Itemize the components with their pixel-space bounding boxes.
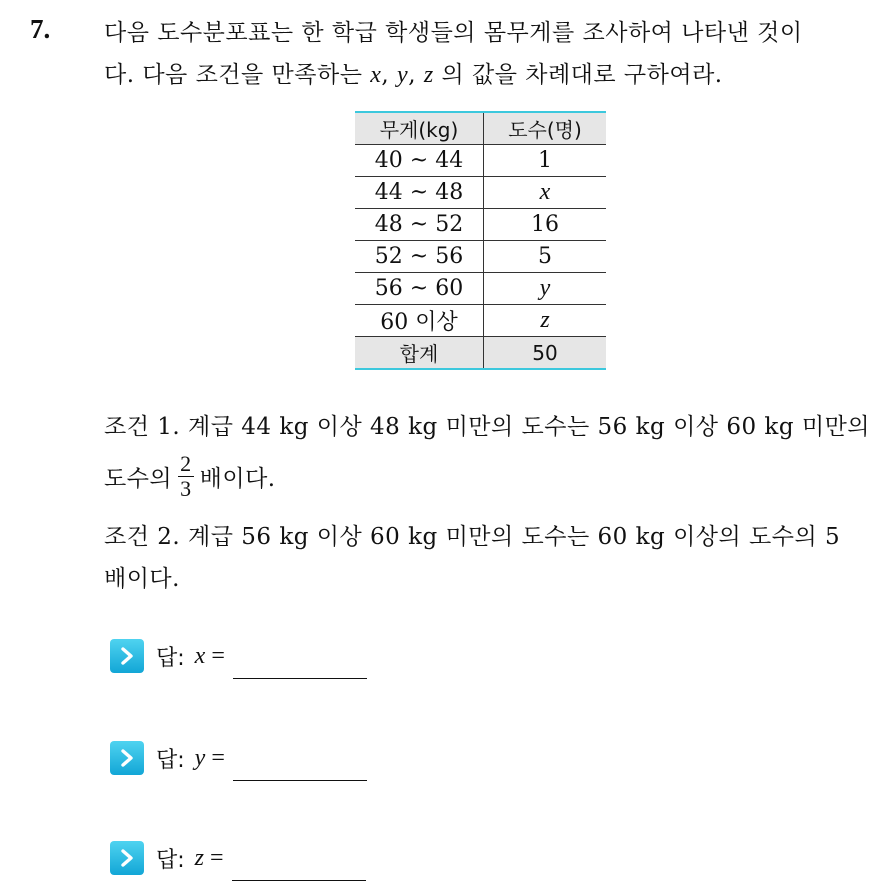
answer-row-y: [110, 740, 367, 776]
table-cell-frequency: 5: [484, 241, 607, 273]
question-text-line2: [104, 56, 723, 89]
table-total-value: 50: [484, 337, 607, 370]
condition-2-line1: 조건 2. 계급 56 kg 이상 60 kg 미만의 도수는 60 kg 이상의 도수의 5: [104, 524, 841, 550]
table-cell-class: 60 이상: [355, 305, 484, 337]
table-header-row: [355, 112, 606, 145]
table-header-weight: 무게(kg): [355, 112, 484, 145]
question-text-line2-start: 다. 다음 조건을 만족하는: [104, 62, 371, 88]
answer-blank-x[interactable]: [233, 648, 367, 679]
table-cell-class: 40 ~ 44: [355, 145, 484, 177]
table-row: [355, 145, 606, 177]
answer-row-z: [110, 840, 366, 876]
table-total-row: [355, 337, 606, 370]
chevron-right-icon: [117, 646, 137, 666]
answer-arrow-button[interactable]: [110, 841, 144, 875]
variable-z: z: [423, 62, 434, 88]
table-row: [355, 305, 606, 337]
table-header-frequency: 도수(명): [484, 112, 607, 145]
question-number: 7.: [30, 14, 51, 44]
answer-arrow-button[interactable]: [110, 741, 144, 775]
question-text-line1: 다음 도수분포표는 한 학급 학생들의 몸무게를 조사하여 나타낸 것이: [104, 20, 803, 46]
frequency-table: [355, 111, 606, 370]
table-total-label: 합계: [355, 337, 484, 370]
variable-y: y: [397, 62, 409, 88]
table-row: [355, 241, 606, 273]
answer-variable: x: [194, 642, 206, 669]
answer-blank-y[interactable]: [233, 750, 367, 781]
condition-2-line2: 배이다.: [104, 566, 180, 592]
answer-label: 답:: [156, 747, 185, 773]
answer-variable: z: [194, 844, 205, 871]
fraction-denominator: 3: [180, 475, 192, 501]
chevron-right-icon: [117, 748, 137, 768]
chevron-right-icon: [117, 848, 137, 868]
answer-equals: =: [210, 844, 224, 871]
condition-1-line1: 조건 1. 계급 44 kg 이상 48 kg 미만의 도수는 56 kg 이상 60 kg 미만의: [104, 414, 871, 440]
fraction-numerator: 2: [180, 450, 192, 476]
table-cell-frequency: 16: [484, 209, 607, 241]
table-cell-frequency: z: [484, 305, 607, 337]
table-row: [355, 209, 606, 241]
table-row: [355, 177, 606, 209]
answer-label: 답:: [156, 645, 185, 671]
answer-row-x: [110, 638, 367, 674]
table-cell-frequency: y: [484, 273, 607, 305]
answer-equals: =: [211, 642, 225, 669]
condition-1-line2-end: 배이다.: [199, 465, 276, 492]
answer-variable: y: [194, 744, 206, 771]
separator: ,: [408, 62, 424, 88]
variable-x: x: [370, 62, 382, 88]
question-text-line2-end: 의 값을 차례대로 구하여라.: [433, 62, 723, 88]
table-cell-class: 56 ~ 60: [355, 273, 484, 305]
table-row: [355, 273, 606, 305]
condition-1-line2-start: 도수의: [104, 465, 173, 492]
answer-arrow-button[interactable]: [110, 639, 144, 673]
condition-1-line2: [104, 450, 276, 502]
answer-blank-z[interactable]: [232, 850, 366, 881]
table-cell-class: 48 ~ 52: [355, 209, 484, 241]
table-cell-frequency: 1: [484, 145, 607, 177]
answer-equals: =: [211, 744, 225, 771]
separator: ,: [381, 62, 398, 88]
answer-label: 답:: [156, 847, 185, 873]
table-cell-class: 44 ~ 48: [355, 177, 484, 209]
table-cell-frequency: x: [484, 177, 607, 209]
table-cell-class: 52 ~ 56: [355, 241, 484, 273]
fraction-two-thirds: [178, 452, 194, 501]
